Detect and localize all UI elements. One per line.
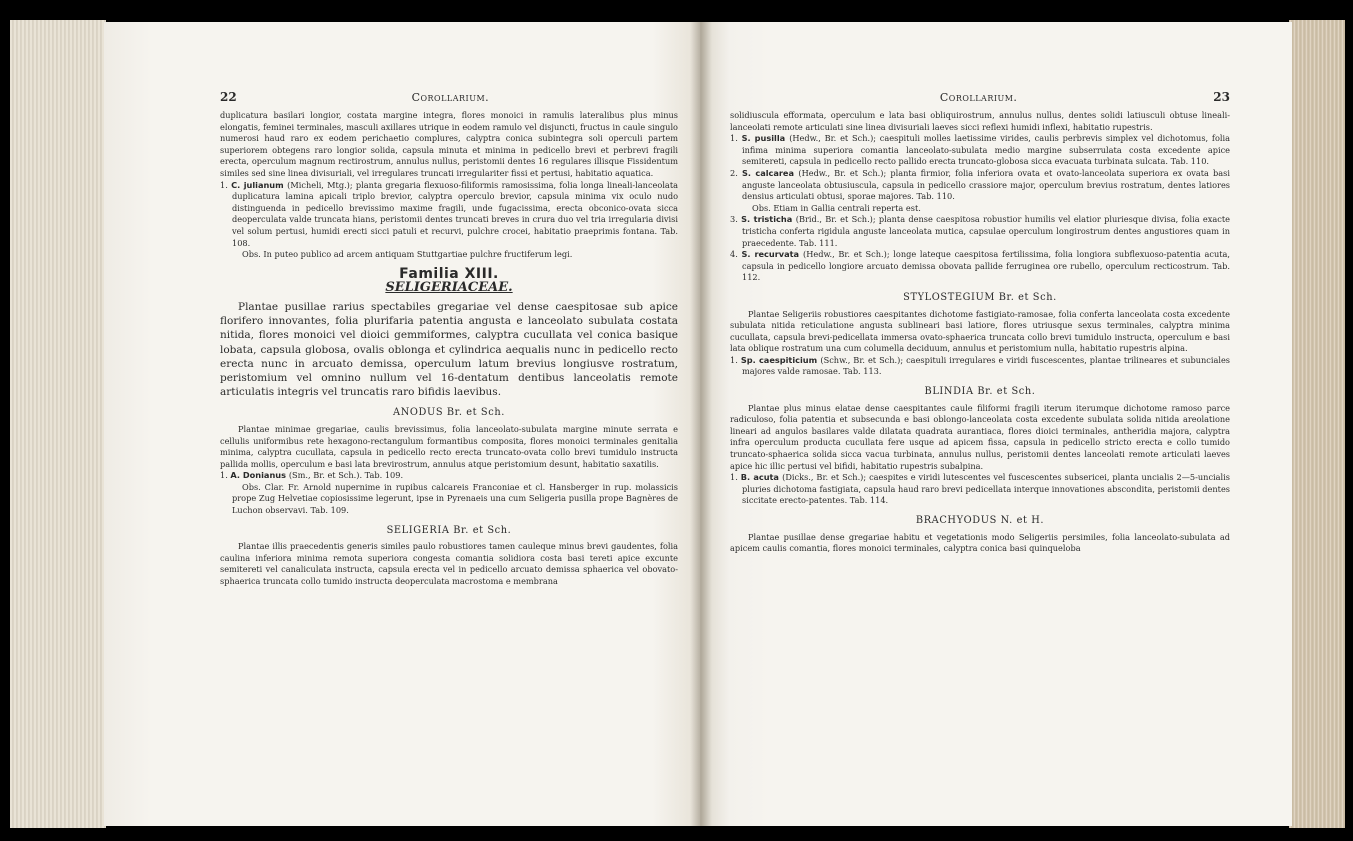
- left-page-number: 22: [220, 90, 237, 104]
- left-running-head: Corollarium.: [411, 91, 490, 104]
- species-description: (Schw., Br. et Sch.); caespituli irregulares e viridi fuscescentes, plantae trilineares et subunciales majores valde ramosae. Tab. 113.: [742, 354, 1231, 377]
- species-description: (Hedw., Br. et Sch.); caespituli molles laetissime virides, caulis perbrevis simplex vel dichotomus, folia infima minima superiora comantia lanceolato-subulata medio margine subserrulata costa excedente apice semitereti, capsula in pedicello recto pallido erecta truncato-globosa sicca evacuata turbinata sulcata. Tab. 110.: [742, 133, 1230, 167]
- species-name: S. pusilla: [741, 133, 790, 144]
- species-description: (Sm., Br. et Sch.). Tab. 109.: [288, 470, 404, 481]
- genus-description: Plantae plus minus elatae dense caespitantes caule filiformi fragili iterum iterumque dichotome ramoso parce radiculoso, folia patentia et subsecunda e basi oblongo-lanceolata costa excedente subulata solida nitida areolatione lineari ad angulos basilares valde dilatata quadrata aurantiaca, flores dioici terminales, antheridia majora, calyptra infra operculum producta cucullata fere usque ad apicem fissa, capsula in pedicello stricto erecta e collo tumido truncato-sphaerica solida sicca vacua turbinata, annulus nullus, peristomii dentes lanceolati remote articulati laeves apice hic illic pertusi vel bifidi, habitatio rupestris subalpina.: [730, 402, 1230, 471]
- species-description: (Dicks., Br. et Sch.); caespites e viridi lutescentes vel fuscescentes subsericei, planta uncialis 2—5-uncialis pluries dichotoma fastigiata, capsula haud raro brevi pedicellata interque innovationes abscondita, peristomii dentes siccitate erecto-patentes. Tab. 114.: [742, 472, 1230, 506]
- species-entry: [730, 249, 1230, 284]
- species-description: (Micheli, Mtg.); planta gregaria flexuoso-filiformis ramosissima, folia longa lineali-lanceolata duplicatura lamina apicali triplo brevior, calyptra operculo brevior, capsula minima vix oculo nudo distinguenda in pedicello brevissimo maxime fragili, unde fugacissima, erecta obconico-ovata sicca deoperculata valde truncata hians, peristomii dentes truncati breves in crura duo vel tria irregularia divisi vel solum pertusi, humidi erecti sicci patuli et recurvi, pulchre crocei, habitatio praeprimis fontana. Tab. 108.: [232, 179, 678, 248]
- species-entry: [730, 472, 1230, 507]
- entry-number: 3.: [730, 214, 738, 225]
- species-entry: [730, 168, 1230, 203]
- text-block: duplicatura basilari longior, costata margine integra, flores monoici in ramulis lateralibus plus minus elongatis, feminei terminales, masculi axillares utrique in eodem ramulo vel disjuncti, fructus in caule singulo numerosi haud raro ex eodem perichaetio complures, calyptra conica subintegra soli operculi partem superiorem obtegens raro longior solida, capsula minuta et minima in pedicello brevi et perbrevi fragili erecta, operculum magnum rectirostrum, annulus nullus, peristomii dentes 16 regulares illisque Fissidentum similes sed sine linea divisuriali, vel irregulares truncati irregulariter fissi et pertusi, habitatio aquatica.: [220, 110, 678, 178]
- species-name: B. acuta: [740, 472, 783, 483]
- text-block: solidiuscula efformata, operculum e lata basi obliquirostrum, annulus nullus, dentes solidi latiusculi obtuse lineali-lanceolati remote articulati sine linea divisuriali laeves sicci reflexi humidi inflexi, habitatio rupestris.: [730, 110, 1230, 132]
- genus-heading: ANODUS Br. et Sch.: [393, 407, 505, 419]
- entry-number: 2.: [730, 167, 738, 178]
- species-entry: [730, 214, 1230, 249]
- page-edges-left: [10, 20, 106, 828]
- right-page: [700, 22, 1292, 826]
- left-page-header: [220, 90, 678, 110]
- genus-heading: STYLOSTEGIUM Br. et Sch.: [903, 291, 1057, 303]
- entry-number: 4.: [730, 249, 738, 260]
- species-entry: [730, 355, 1230, 378]
- genus-description: Plantae Seligeriis robustiores caespitantes dichotome fastigiato-ramosae, folia conferta lanceolata costa excedente subulata nitida reticulatione angusta sublineari basi latiore, flores utriusque sexus terminales, calyptra minima cucullata, capsula brevi-pedicellata immersa ovato-sphaerica truncata collo brevi tumidulo instructa, operculum e basi lata oblique rostratum una cum columella deciduum, annulus et peristomium nulla, habitatio rupestris alpina.: [730, 308, 1230, 354]
- species-entry: [220, 470, 678, 482]
- species-name: C. julianum: [231, 179, 288, 190]
- species-description: (Hedw., Br. et Sch.); planta firmior, folia inferiora ovata et ovato-lanceolata superiora ex ovata basi anguste lanceolata obtusiuscula, capsula in pedicello crassiore major, operculum brevius rostratum, dentes latiores densius articulati obtusi, sporae majores. Tab. 110.: [742, 167, 1231, 202]
- right-page-number: 23: [1213, 90, 1230, 104]
- genus-description: Plantae pusillae dense gregariae habitu et vegetationis modo Seligeriis persimiles, folia lanceolato-subulata ad apicem caulis comantia, flores monoici terminales, calyptra conica basi quinqueloba: [730, 531, 1230, 554]
- entry-number: 1.: [730, 354, 738, 365]
- species-name: S. tristicha: [741, 214, 796, 225]
- species-description: (Hedw., Br. et Sch.); longe lateque caespitosa fertilissima, folia longiora subflexuoso-patentia acuta, capsula in pedicello longiore arcuato demissa obovata pallide ferruginea ore rubello, operculum recticostrum. Tab. 112.: [742, 249, 1230, 283]
- species-name: S. calcarea: [741, 167, 799, 178]
- genus-heading: BLINDIA Br. et Sch.: [924, 386, 1036, 398]
- observation: Obs. Clar. Fr. Arnold nupernime in rupibus calcareis Franconiae et cl. Hansberger in rup. molassicis prope Zug Helvetiae copiosissime legerunt, ipse in Pyrenaeis una cum Seligeria pusilla prope Bagnères de Luchon observavi. Tab. 109.: [232, 481, 678, 516]
- species-name: A. Donianus: [230, 470, 289, 481]
- family-subtitle: SELIGERIACEAE.: [385, 280, 513, 296]
- entry-number: 1.: [220, 470, 228, 481]
- genus-description: Plantae illis praecedentis generis similes paulo robustiores tamen cauleque minus brevi gaudentes, folia caulina inferiora minima remota superiora congesta comantia solidiora costa basi tereti apice excunte semitereti vel canaliculata instructa, capsula erecta vel in pedicello arcuato demissa sphaerica vel obovato-sphaerica truncata collo tumido instructa deoperculata macrostoma e membrana: [220, 541, 678, 587]
- species-name: S. recurvata: [741, 249, 804, 260]
- page-edges-right: [1289, 20, 1345, 828]
- family-description: Plantae pusillae rarius spectabiles gregariae vel dense caespitosae sub apice florifero innovantes, folia plurifaria patentia angusta e lanceolato subulata costata nitida, flores monoici vel dioici gemmiformes, calyptra cucullata vel conica basique lobata, capsula globosa, ovalis oblonga et cylindrica aequalis nunc in pedicello recto erecta nunc in arcuato demissa, operculum latum brevius longiusve rostratum, peristomium vel omnino nullum vel 16-dentatum dentibus lanceolatis remote articulatis integris vel truncatis raro bifidis laevibus.: [220, 300, 678, 399]
- left-page: [104, 22, 700, 826]
- entry-number: 1.: [730, 472, 738, 483]
- genus-heading: SELIGERIA Br. et Sch.: [386, 524, 512, 536]
- book-gutter: [690, 22, 712, 826]
- genus-description: Plantae minimae gregariae, caulis brevissimus, folia lanceolato-subulata margine minute serrata e cellulis uniformibus rete hexagono-rectangulum formantibus composita, flores monoici terminales genitalia minima, calyptra cucullata, capsula in pedicello recto erecta truncato-ovata collo brevi tumidulo instructa pallida mollis, operculum e basi lata brevirostrum, annulus atque peristomium desunt, habitatio saxatilis.: [220, 423, 678, 469]
- observation: Obs. Etiam in Gallia centrali reperta est.: [752, 202, 921, 213]
- left-page-body: [220, 110, 678, 588]
- right-page-body: [730, 110, 1230, 555]
- right-running-head: Corollarium.: [939, 91, 1018, 104]
- family-title: Familia XIII.: [399, 265, 499, 282]
- observation: Obs. In puteo publico ad arcem antiquam Stuttgartiae pulchre fructiferum legi.: [242, 249, 573, 260]
- entry-number: 1.: [730, 133, 738, 144]
- entry-number: 1.: [220, 179, 228, 190]
- species-name: Sp. caespiticium: [740, 354, 821, 365]
- genus-heading: BRACHYODUS N. et H.: [915, 515, 1045, 526]
- species-description: (Brid., Br. et Sch.); planta dense caespitosa robustior humilis vel elatior pluriesque divisa, folia exacte tristicha conferta rigidula anguste lanceolata mutica, capsulae operculum longirostrum dentes angustiores quam in praecedente. Tab. 111.: [742, 214, 1230, 248]
- right-page-header: [730, 90, 1230, 110]
- species-entry: [220, 180, 678, 250]
- species-entry: [730, 133, 1230, 168]
